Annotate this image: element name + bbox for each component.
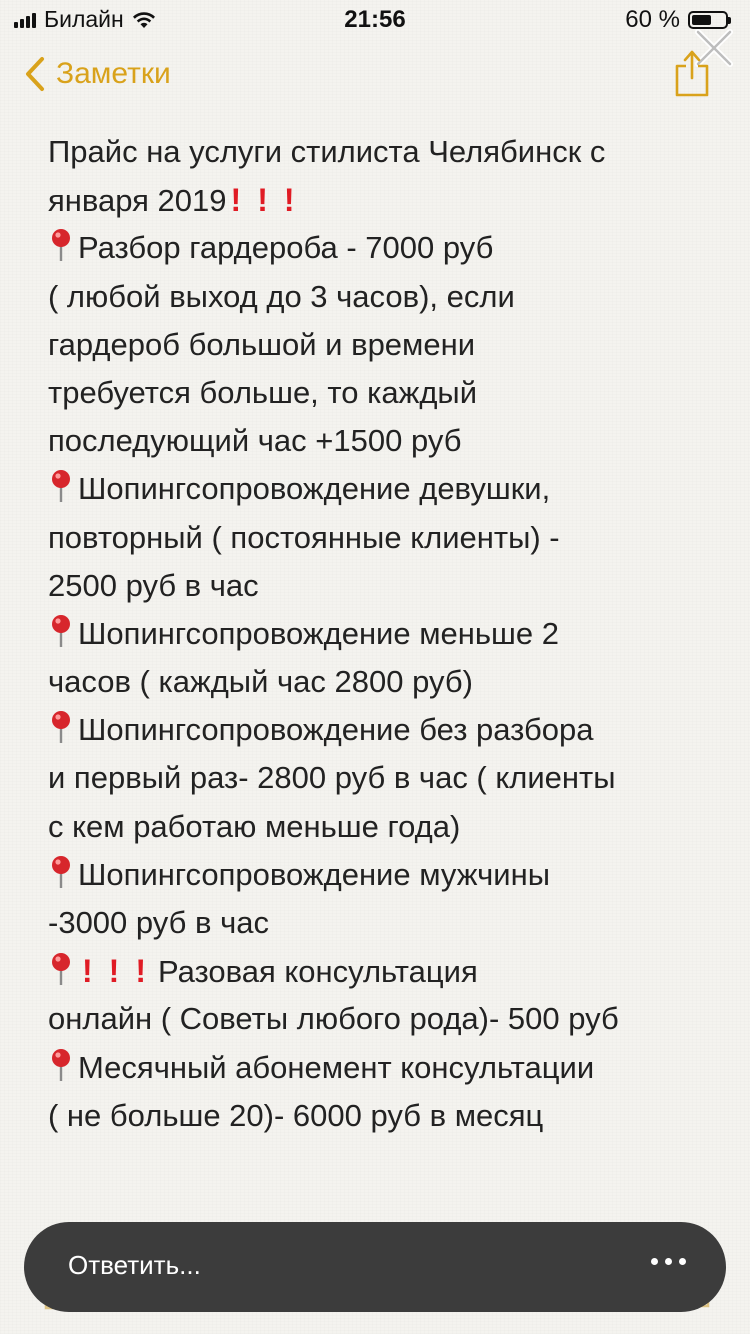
back-label: Заметки xyxy=(56,57,171,90)
note-line-text: часов ( каждый час 2800 руб) xyxy=(48,664,473,700)
note-line-text: повторный ( постоянные клиенты) - xyxy=(48,519,560,555)
note-line xyxy=(48,176,708,224)
status-bar xyxy=(0,0,750,40)
navigation-bar xyxy=(0,48,750,108)
pushpin-icon xyxy=(48,469,74,503)
battery-percent: 60 % xyxy=(625,6,680,33)
pushpin-icon xyxy=(48,1048,74,1082)
exclamation-icon: ! xyxy=(108,953,120,990)
exclamation-icon: ! xyxy=(82,953,93,990)
note-line-text: требуется больше, то каждый xyxy=(48,374,478,410)
note-line xyxy=(48,706,708,754)
note-line-text: Шопингсопровождение девушки, xyxy=(78,471,551,507)
note-line-text: Шопингсопровождение мужчины xyxy=(78,856,550,892)
note-line xyxy=(48,899,708,947)
note-line xyxy=(48,851,708,899)
note-line xyxy=(48,417,708,465)
note-line xyxy=(48,562,708,610)
note-line-text: последующий час +1500 руб xyxy=(48,423,462,459)
note-line xyxy=(48,321,708,369)
pushpin-icon xyxy=(48,710,74,744)
chevron-left-icon xyxy=(24,56,46,92)
note-line-text: ( любой выход до 3 часов), если xyxy=(48,278,515,314)
note-line xyxy=(48,754,708,802)
note-line-text: ( не больше 20)- 6000 руб в месяц xyxy=(48,1097,544,1133)
exclamation-icon: ! xyxy=(135,953,146,990)
pushpin-icon xyxy=(48,614,74,648)
note-line-text: Разбор гардероба - 7000 руб xyxy=(78,230,494,266)
note-line xyxy=(48,273,708,321)
note-line-text: и первый раз- 2800 руб в час ( клиенты xyxy=(48,760,616,796)
note-line xyxy=(48,995,708,1043)
note-line xyxy=(48,947,708,995)
exclamation-icon: ! xyxy=(230,182,242,219)
note-line xyxy=(48,128,708,176)
reply-input[interactable]: Ответить... xyxy=(68,1250,201,1280)
reply-bar[interactable] xyxy=(24,1222,726,1312)
more-dots-icon[interactable] xyxy=(651,1258,686,1265)
pushpin-icon xyxy=(48,952,74,986)
note-line-text: онлайн ( Советы любого рода)- 500 руб xyxy=(48,1001,619,1037)
note-line xyxy=(48,465,708,513)
note-line xyxy=(48,369,708,417)
note-line-text: Прайс на услуги стилиста Челябинск с xyxy=(48,134,606,169)
note-line xyxy=(48,610,708,658)
back-button[interactable] xyxy=(24,56,171,92)
note-line-text: с кем работаю меньше года) xyxy=(48,808,461,844)
note-line xyxy=(48,514,708,562)
note-body[interactable] xyxy=(48,128,708,1140)
note-line xyxy=(48,1044,708,1092)
note-line xyxy=(48,658,708,706)
note-line-text: Шопингсопровождение без разбора xyxy=(78,712,594,748)
note-line xyxy=(48,224,708,272)
note-line-text: Месячный абонемент консультации xyxy=(78,1049,595,1085)
exclamation-icon: ! xyxy=(283,182,295,219)
note-line-text: Разовая консультация xyxy=(157,954,478,990)
note-line xyxy=(48,1092,708,1140)
note-line xyxy=(48,803,708,851)
note-line-text: Шопингсопровождение меньше 2 xyxy=(78,615,560,651)
pushpin-icon xyxy=(48,228,74,262)
note-line-text: января 2019 xyxy=(48,183,227,219)
carrier-name: Билайн xyxy=(44,6,124,32)
note-line-text: 2500 руб в час xyxy=(48,567,259,603)
note-line-text: гардероб большой и времени xyxy=(48,326,476,362)
share-icon[interactable] xyxy=(674,48,710,98)
status-time: 21:56 xyxy=(344,6,406,33)
note-line-text: -3000 руб в час xyxy=(48,905,269,940)
exclamation-icon: ! xyxy=(257,182,268,219)
pushpin-icon xyxy=(48,855,74,889)
